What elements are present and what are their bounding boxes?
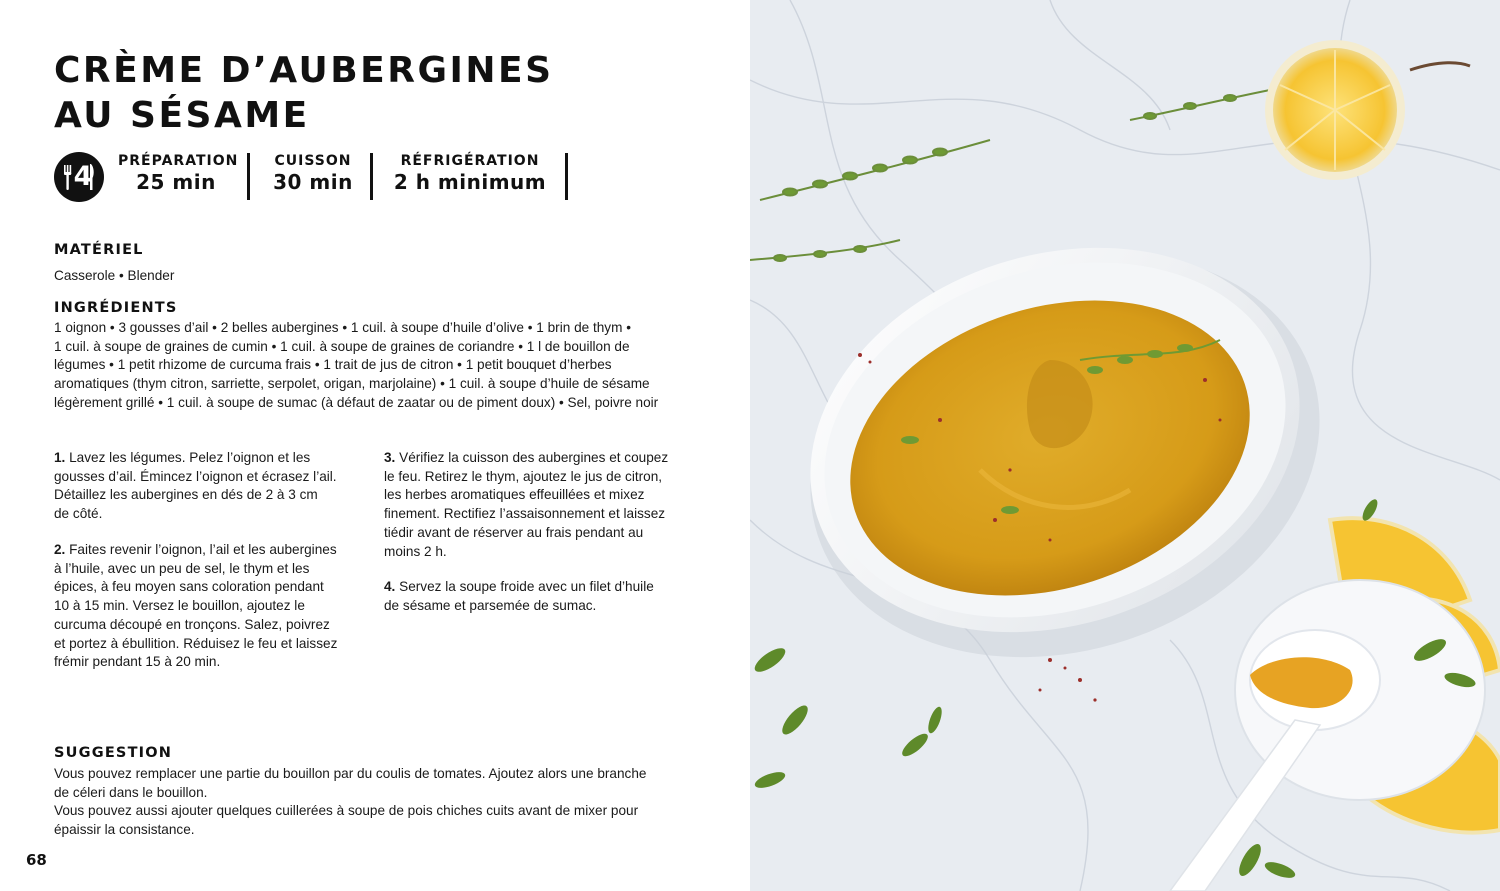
timing-label: CUISSON xyxy=(274,153,352,169)
step-line: de sésame et parsemée de sumac. xyxy=(384,597,597,613)
ingredients-line: aromatiques (thym citron, sarriette, serpolet, origan, marjolaine) • 1 cuil. à soupe d’huile de sésame xyxy=(54,376,650,392)
step-line: Faites revenir l’oignon, l’ail et les aubergines xyxy=(69,542,337,557)
step-line: les herbes aromatiques effeuillées et mixez xyxy=(384,487,645,503)
step-line: frémir pendant 15 à 20 min. xyxy=(54,654,221,670)
step-3 xyxy=(384,449,714,561)
step-line: Lavez les légumes. Pelez l’oignon et les xyxy=(69,450,311,465)
ingredients-list xyxy=(54,319,658,413)
soup-bowl-photo xyxy=(750,0,1500,891)
suggestion-line: épaissir la consistance. xyxy=(54,822,195,838)
step-4 xyxy=(384,578,714,615)
suggestion-line: de céleri dans le bouillon. xyxy=(54,784,208,800)
materiel-heading: MATÉRIEL xyxy=(54,242,144,258)
recipe-title xyxy=(54,48,554,138)
ingredients-line: 1 oignon • 3 gousses d’ail • 2 belles aubergines • 1 cuil. à soupe d’huile d’olive • 1 brin de thym • xyxy=(54,320,631,335)
timing-separator xyxy=(565,153,568,200)
suggestion-line: Vous pouvez remplacer une partie du bouillon par du coulis de tomates. Ajoutez alors une branche xyxy=(54,766,647,781)
step-line: tiédir avant de réserver au frais pendant au xyxy=(384,524,644,540)
title-line: AU SÉSAME xyxy=(54,95,310,136)
step-line: Détaillez les aubergines en dés de 2 à 3 cm xyxy=(54,487,318,503)
ingredients-line: légèrement grillé • 1 cuil. à soupe de sumac (à défaut de zaatar ou de piment doux) • Sel, poivre noir xyxy=(54,394,659,410)
servings-count: 4 xyxy=(73,161,93,192)
step-1 xyxy=(54,449,384,524)
page-number: 68 xyxy=(26,851,47,869)
ingredients-line: légumes • 1 petit rhizome de curcuma frais • 1 trait de jus de citron • 1 petit bouquet d’herbes xyxy=(54,357,612,373)
timing-value: 2 h minimum xyxy=(393,170,547,194)
step-number: 3. xyxy=(384,450,396,465)
timing-separator xyxy=(247,153,250,200)
step-2 xyxy=(54,541,384,672)
suggestion-text xyxy=(54,765,646,840)
step-line: gousses d’ail. Émincez l’oignon et écrasez l’ail. xyxy=(54,468,337,484)
timing-value: 30 min xyxy=(273,170,353,194)
step-number: 2. xyxy=(54,542,66,557)
ingredients-heading: INGRÉDIENTS xyxy=(54,300,178,316)
step-line: de côté. xyxy=(54,506,103,522)
materiel-text: Casserole • Blender xyxy=(54,268,175,283)
step-line: 10 à 15 min. Versez le bouillon, ajoutez le xyxy=(54,598,305,614)
step-line: et portez à ébullition. Réduisez le feu et laissez xyxy=(54,635,338,651)
timing-label: PRÉPARATION xyxy=(118,153,239,169)
step-number: 4. xyxy=(384,579,396,594)
timing-value: 25 min xyxy=(136,170,216,194)
step-number: 1. xyxy=(54,450,66,465)
step-line: moins 2 h. xyxy=(384,543,447,559)
step-line: épices, à feu moyen sans coloration pendant xyxy=(54,579,324,595)
soup-illustration xyxy=(750,0,1500,891)
ingredients-line: 1 cuil. à soupe de graines de cumin • 1 cuil. à soupe de graines de coriandre • 1 l de bouillon de xyxy=(54,338,630,354)
step-line: à l’huile, avec un peu de sel, le thym et les xyxy=(54,560,310,576)
timing-cuisson xyxy=(262,153,364,195)
step-line: Vérifiez la cuisson des aubergines et coupez xyxy=(399,450,669,465)
step-line: finement. Rectifiez l’assaisonnement et laissez xyxy=(384,506,666,522)
timing-separator xyxy=(370,153,373,200)
timing-label: RÉFRIGÉRATION xyxy=(400,153,540,169)
suggestion-line: Vous pouvez aussi ajouter quelques cuillerées à soupe de pois chiches cuits avant de mixer pour xyxy=(54,803,639,819)
title-line: CRÈME D’AUBERGINES xyxy=(54,50,554,91)
suggestion-heading: SUGGESTION xyxy=(54,745,173,761)
timing-refrigeration xyxy=(384,153,556,195)
step-line: le feu. Retirez le thym, ajoutez le jus de citron, xyxy=(384,468,663,484)
servings-badge xyxy=(54,152,104,202)
step-line: Servez la soupe froide avec un filet d’huile xyxy=(399,579,654,594)
step-line: curcuma découpé en tronçons. Salez, poivrez xyxy=(54,616,330,632)
timing-preparation xyxy=(118,153,239,195)
